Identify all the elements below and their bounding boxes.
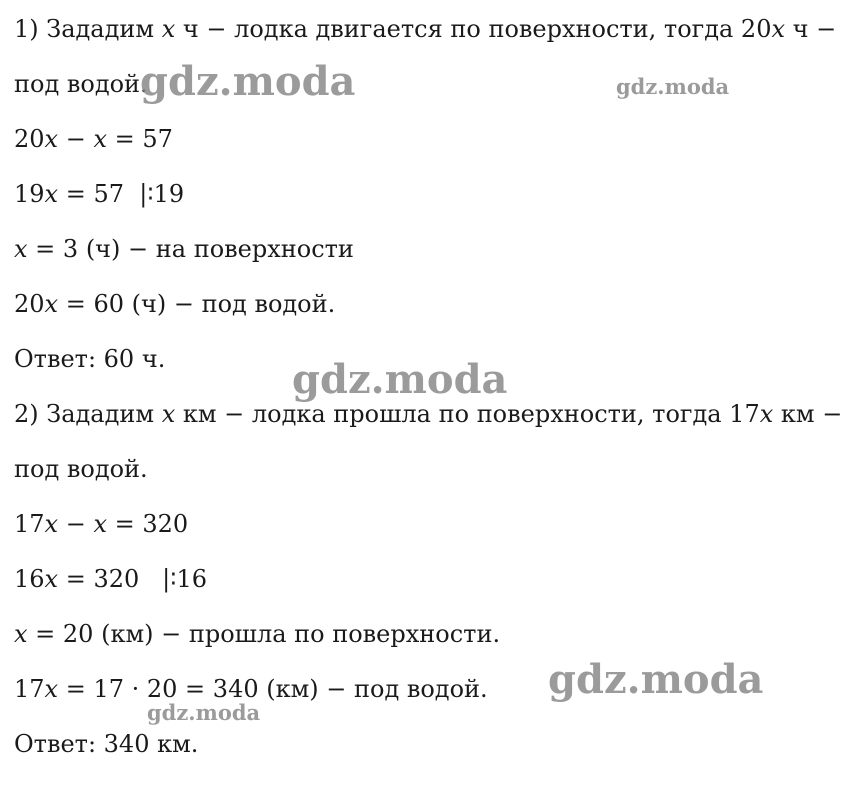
watermark-3: gdz.moda — [292, 356, 508, 403]
solution-line-4: 19x = 57 |∶19 — [14, 180, 185, 208]
solution-line-13: 17x = 17 · 20 = 340 (км) − под водой. — [14, 675, 488, 703]
answer-2: Ответ: 340 км. — [14, 730, 199, 758]
solution-line-1: 1) Зададим x ч − лодка двигается по поверхности, тогда 20x ч − — [14, 15, 837, 43]
watermark-1: gdz.moda — [140, 58, 356, 105]
solution-line-3: 20x − x = 57 — [14, 125, 173, 153]
solution-line-6: 20x = 60 (ч) − под водой. — [14, 290, 336, 318]
solution-line-9: под водой. — [14, 455, 148, 483]
solution-line-8: 2) Зададим x км − лодка прошла по поверхности, тогда 17x км − — [14, 400, 842, 428]
solution-line-2: под водой. — [14, 70, 148, 98]
solution-line-11: 16x = 320 |∶16 — [14, 565, 208, 593]
solution-line-5: x = 3 (ч) − на поверхности — [14, 235, 354, 263]
answer-1: Ответ: 60 ч. — [14, 345, 166, 373]
solution-line-10: 17x − x = 320 — [14, 510, 189, 538]
watermark-4: gdz.moda — [548, 656, 764, 703]
solution-line-12: x = 20 (км) − прошла по поверхности. — [14, 620, 501, 648]
watermark-5: gdz.moda — [147, 700, 261, 725]
watermark-2: gdz.moda — [616, 74, 730, 99]
